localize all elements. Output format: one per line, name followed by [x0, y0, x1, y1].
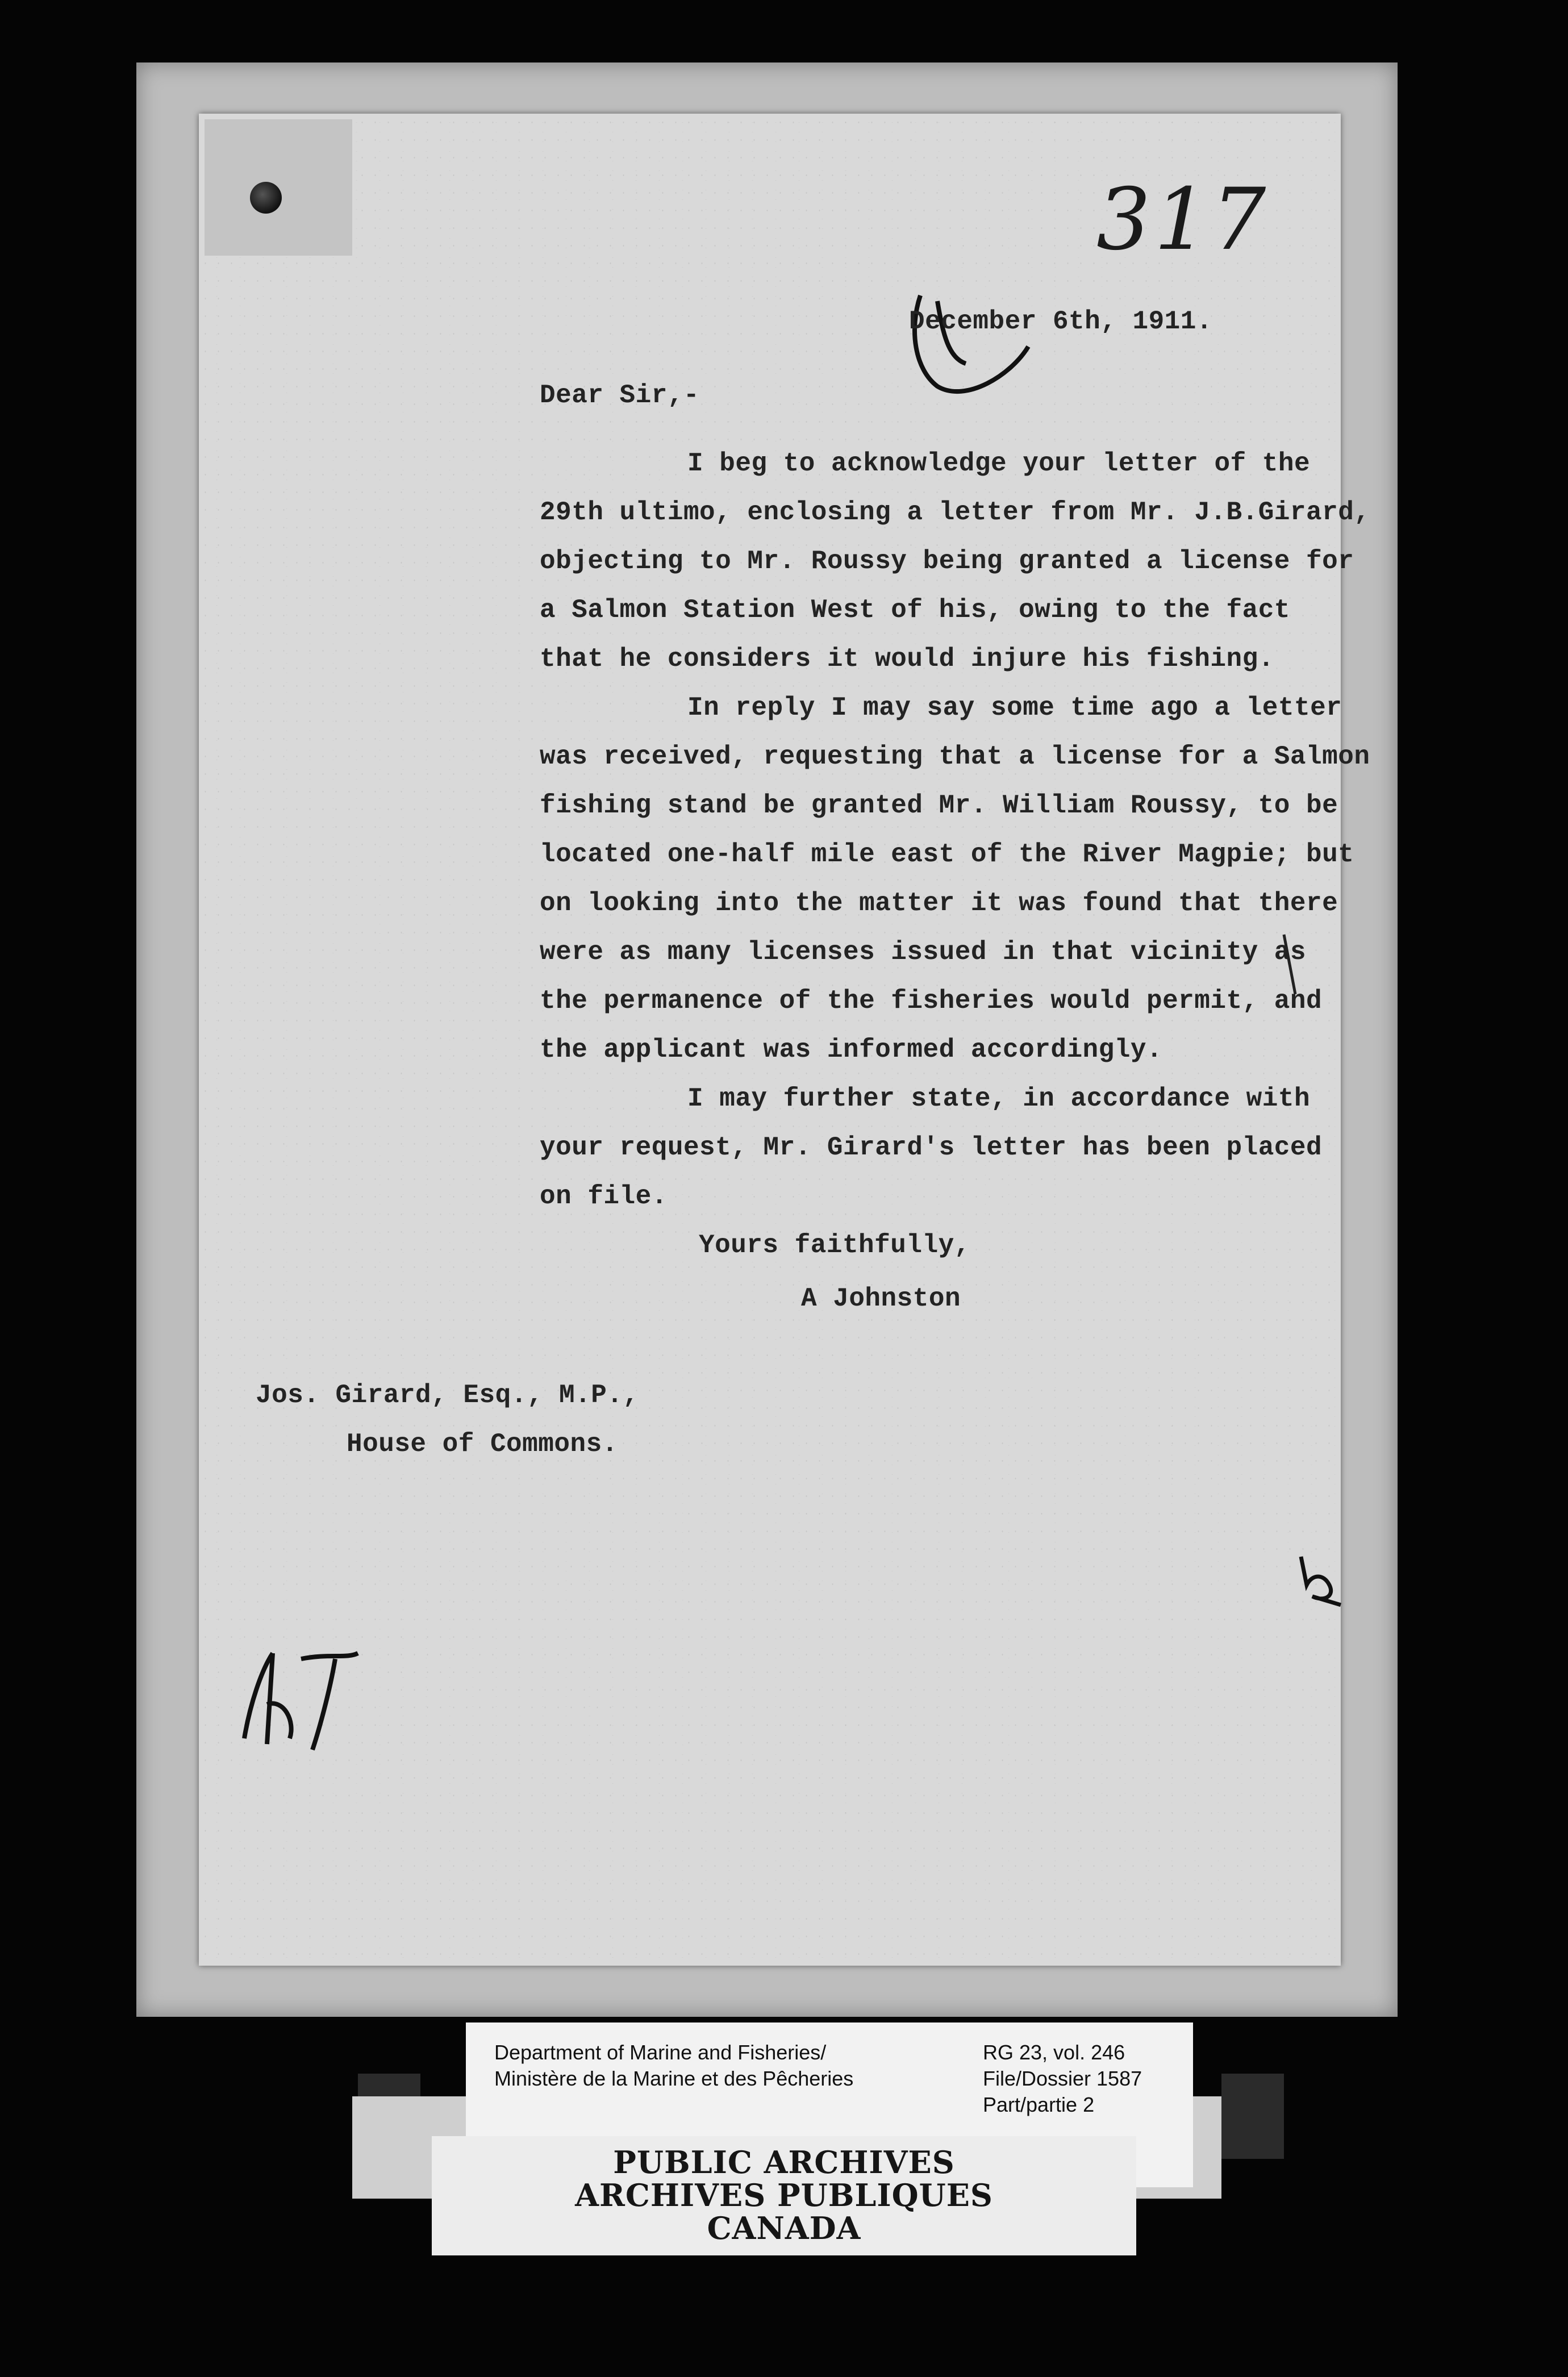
closing: Yours faithfully, — [699, 1231, 970, 1260]
body-line: on looking into the matter it was found that there — [540, 889, 1338, 918]
signature: A Johnston — [801, 1284, 961, 1313]
part-number: Part/partie 2 — [983, 2093, 1095, 2116]
body-line: I may further state, in accordance with — [687, 1084, 1311, 1114]
margin-mark — [1278, 932, 1301, 1000]
addressee-place: House of Commons. — [347, 1429, 618, 1459]
body-line: 29th ultimo, enclosing a letter from Mr. J.B.Girard, — [540, 498, 1370, 527]
letter-date: December 6th, 1911. — [909, 307, 1212, 336]
handwritten-initials — [233, 1636, 369, 1761]
body-line: I beg to acknowledge your letter of the — [687, 449, 1311, 478]
body-line: the permanence of the fisheries would permit, and — [540, 986, 1323, 1016]
body-line: located one-half mile east of the River Magpie; but — [540, 840, 1354, 869]
label-department — [494, 2040, 853, 2092]
body-line: the applicant was informed accordingly. — [540, 1035, 1163, 1065]
body-line: fishing stand be granted Mr. William Roussy, to be — [540, 791, 1338, 820]
archive-stamp — [432, 2136, 1136, 2255]
punch-hole — [250, 182, 282, 214]
body-line: that he considers it would injure his fishing. — [540, 644, 1274, 674]
body-line: were as many licenses issued in that vicinity as — [540, 937, 1307, 967]
salutation: Dear Sir,- — [540, 381, 700, 410]
body-line: on file. — [540, 1182, 668, 1211]
body-line: a Salmon Station West of his, owing to the fact — [540, 595, 1290, 625]
reference-number: 317 — [1096, 170, 1270, 269]
handwritten-squiggle — [1290, 1551, 1352, 1613]
label-reference — [983, 2040, 1142, 2118]
department-fr: Ministère de la Marine et des Pêcheries — [494, 2067, 854, 2090]
department-en: Department of Marine and Fisheries/ — [494, 2041, 827, 2064]
addressee-name: Jos. Girard, Esq., M.P., — [256, 1381, 639, 1410]
body-line: your request, Mr. Girard's letter has been placed — [540, 1133, 1323, 1162]
handwritten-mark — [898, 278, 1045, 415]
stamp-line-3: CANADA — [707, 2210, 861, 2246]
body-line: objecting to Mr. Roussy being granted a license for — [540, 547, 1354, 576]
record-group: RG 23, vol. 246 — [983, 2041, 1125, 2064]
letter-sheet — [199, 114, 1370, 1966]
right-tab — [1221, 2074, 1284, 2159]
body-line: In reply I may say some time ago a letter — [687, 693, 1342, 723]
stamp-line-1: PUBLIC ARCHIVES — [613, 2144, 955, 2180]
stamp-line-2: ARCHIVES PUBLIQUES — [575, 2177, 993, 2213]
file-number: File/Dossier 1587 — [983, 2067, 1142, 2090]
body-line: was received, requesting that a license for a Salmon — [540, 742, 1370, 772]
